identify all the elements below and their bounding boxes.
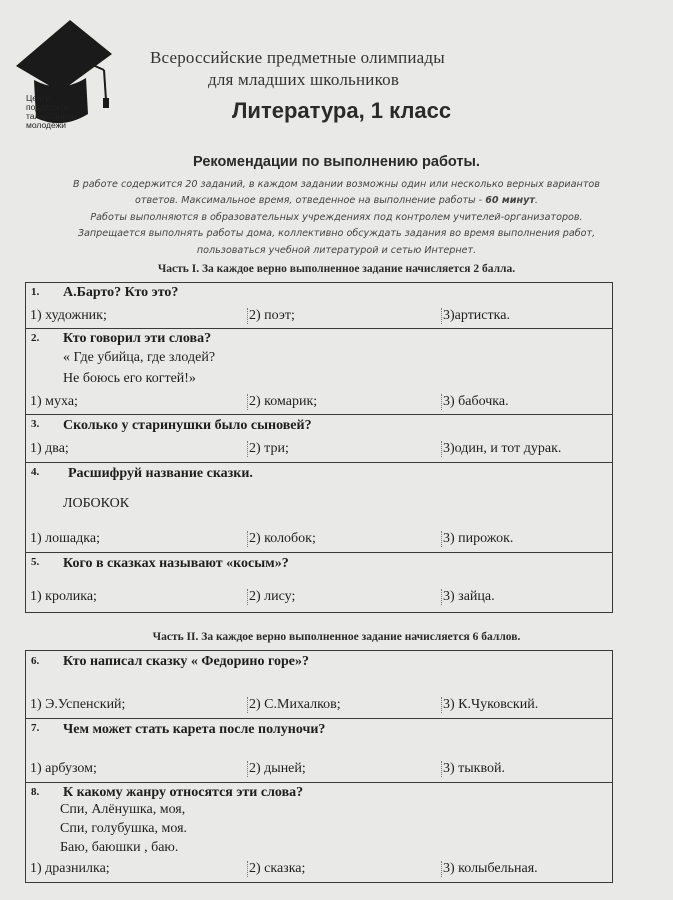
answer-option: 2) колобок; <box>249 531 316 546</box>
question-quote-line: Спи, Алёнушка, моя, <box>60 802 186 817</box>
answer-option: 1) Э.Успенский; <box>30 697 126 712</box>
part-1-title: Часть I. За каждое верно выполненное задание начисляется 2 балла. <box>157 263 516 275</box>
answer-option: 3) тыквой. <box>443 761 505 776</box>
intro-line: Работы выполняются в образовательных учреждениях под контролем учителей-организаторов. <box>90 211 583 223</box>
answer-option: 2) дыней; <box>249 761 306 776</box>
answer-option: 1) лошадка; <box>30 531 100 546</box>
part-1-table <box>25 282 613 613</box>
part-2-table <box>25 650 613 883</box>
answer-option: 2) поэт; <box>249 308 295 323</box>
logo-line: Центр <box>26 93 51 103</box>
logo-text <box>26 94 76 130</box>
header-line-2: для младших школьников <box>208 70 400 89</box>
question-number: 5. <box>31 556 40 568</box>
question-quote-line: Не боюсь его когтей!» <box>63 371 196 386</box>
question-2 <box>26 329 612 415</box>
answer-option: 2) С.Михалков; <box>249 697 341 712</box>
question-number: 2. <box>31 332 40 344</box>
encoded-word: ЛОБОКОК <box>63 496 130 511</box>
question-quote-line: Баю, баюшки , баю. <box>60 840 179 855</box>
logo <box>8 14 120 132</box>
question-3 <box>26 415 612 463</box>
question-number: 7. <box>31 722 40 734</box>
answer-option: 2) три; <box>249 441 289 456</box>
question-number: 1. <box>31 286 40 298</box>
question-number: 4. <box>31 466 40 478</box>
answer-option: 2) комарик; <box>249 394 318 409</box>
question-text: Кто написал сказку « Федорино горе»? <box>63 654 309 669</box>
question-4 <box>26 463 612 553</box>
question-6 <box>26 651 612 719</box>
answer-option: 2) сказка; <box>249 861 306 876</box>
question-number: 6. <box>31 655 40 667</box>
intro-line: Запрещается выполнять работы дома, коллективно обсуждать задания во время выполнения работ, <box>77 228 596 240</box>
question-text: К какому жанру относятся эти слова? <box>63 785 304 800</box>
answer-option: 1) художник; <box>30 308 107 323</box>
question-text: Сколько у старинушки было сыновей? <box>63 418 312 433</box>
answer-option: 3) К.Чуковский. <box>443 697 539 712</box>
answer-option: 3) бабочка. <box>443 394 509 409</box>
intro-line: В работе содержится 20 заданий, в каждом задании возможны один или несколько верных вариантов <box>73 179 600 190</box>
intro-line <box>30 193 643 209</box>
question-text: Чем может стать карета после полуночи? <box>63 722 326 737</box>
answer-option: 3) пирожок. <box>443 531 514 546</box>
question-1 <box>26 283 612 329</box>
recommendations-text <box>30 177 643 259</box>
answer-option: 1) муха; <box>30 394 78 409</box>
question-text: А.Барто? Кто это? <box>63 285 179 300</box>
answer-option: 3)артистка. <box>443 308 510 323</box>
answer-option: 2) лису; <box>249 589 296 604</box>
question-text: Кто говорил эти слова? <box>63 331 212 346</box>
question-7 <box>26 719 612 783</box>
answer-option: 1) дразнилка; <box>30 861 110 876</box>
page-title: Литература, 1 класс <box>232 98 452 123</box>
answer-option: 1) два; <box>30 441 69 456</box>
answer-option: 3)один, и тот дурак. <box>443 441 562 456</box>
header-line-1: Всероссийские предметные олимпиады <box>150 48 445 67</box>
question-quote-line: Спи, голубушка, моя. <box>60 821 188 836</box>
logo-line: талантливой <box>26 111 77 121</box>
question-number: 3. <box>31 418 40 430</box>
intro-text: ответов. Максимальное время, отведенное на выполнение работы - <box>135 195 483 207</box>
answer-option: 1) арбузом; <box>30 761 97 776</box>
answer-option: 1) кролика; <box>30 589 97 604</box>
question-8 <box>26 783 612 882</box>
part-2-title: Часть II. За каждое верно выполненное задание начисляется 6 баллов. <box>152 631 521 643</box>
answer-option: 3) зайца. <box>443 589 495 604</box>
time-limit: 60 минут <box>485 195 535 207</box>
logo-line: молодежи <box>26 120 67 130</box>
question-text: Расшифруй название сказки. <box>68 466 253 481</box>
logo-line: поддержки <box>26 102 69 112</box>
question-number: 8. <box>31 786 40 798</box>
answer-option: 3) колыбельная. <box>443 861 538 876</box>
intro-line: пользоваться учебной литературой и сетью Интернет. <box>196 244 477 256</box>
question-quote-line: « Где убийца, где злодей? <box>63 350 216 365</box>
intro-text: . <box>534 195 538 207</box>
question-text: Кого в сказках называют «косым»? <box>63 556 289 571</box>
recommendations-title: Рекомендации по выполнению работы. <box>193 154 480 170</box>
question-5 <box>26 553 612 611</box>
